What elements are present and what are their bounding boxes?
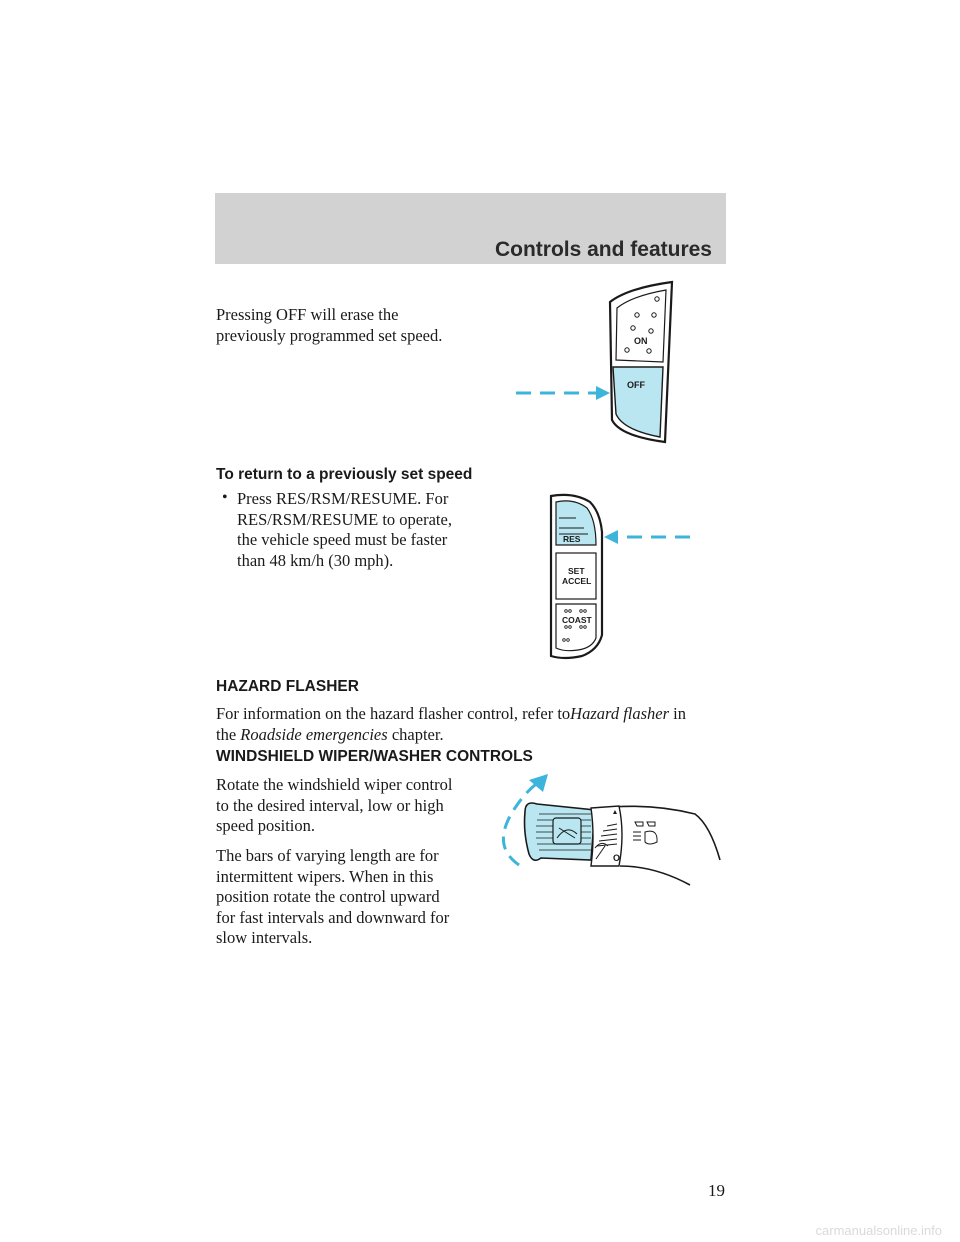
roadside-ref: Roadside emergencies [240,724,388,744]
resume-instruction: Press RES/RSM/RESUME. For RES/RSM/RESUME to operate, the vehicle speed must be faster than 48 km/h (30 mph). [237,489,452,570]
page-number: 19 [708,1181,725,1200]
coast-button [556,604,596,651]
resume-heading: To return to a previously set speed [216,466,473,483]
wiper-heading: WINDSHIELD WIPER/WASHER CONTROLS [216,748,533,765]
off-description: Pressing OFF will erase the previously programmed set speed. [216,305,443,345]
off-label: OFF [627,380,645,390]
hazard-ref: Hazard flasher [570,704,670,723]
hazard-text [216,704,736,745]
pointer-arrow-head [604,530,618,544]
hazard-line2-prefix: the [216,724,241,744]
res-label: RES [563,534,581,544]
stalk-body-upper [613,806,720,860]
off-position-label: O [613,853,621,863]
washer-icon [553,818,581,844]
set-label: SET [568,566,585,576]
res-set-coast-figure [540,490,700,665]
hazard-line1-suffix: in [669,704,686,723]
accel-label: ACCEL [562,576,592,586]
bullet: • [222,489,228,506]
hazard-heading: HAZARD FLASHER [216,678,359,695]
on-label: ON [634,336,648,346]
wiper-stalk-figure [495,770,730,900]
pointer-arrow-head [596,386,610,400]
wiper-para-1: Rotate the windshield wiper control to the desired interval, low or high speed position. [216,775,453,835]
hazard-line2-suffix: chapter. [387,724,444,744]
headlamp-icon [633,822,657,844]
header-band [215,193,726,264]
wiper-para-2: The bars of varying length are for intermittent wipers. When in this position rotate the control upward for fast intervals and downward for slow intervals. [216,846,450,947]
watermark: carmanualsonline.info [815,1223,942,1238]
coast-label: COAST [562,615,592,625]
on-off-switch-figure [510,280,690,450]
stalk-body-lower [620,866,690,885]
section-title: Controls and features [494,238,712,261]
hazard-line1-prefix: For information on the hazard flasher control, refer to [216,704,571,723]
